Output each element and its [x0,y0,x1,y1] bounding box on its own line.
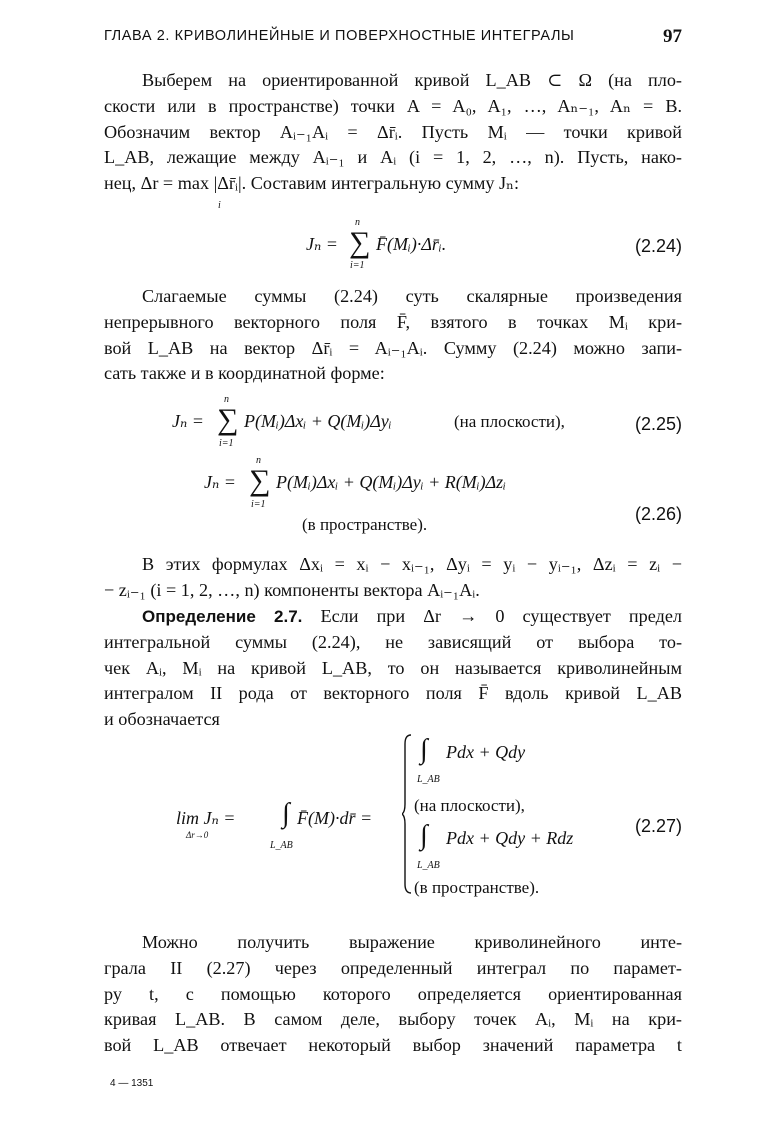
equation-number: (2.25) [634,414,682,434]
case2-integrand: Pdx + Qdy + Rdz [446,828,574,848]
paragraph-components [104,552,682,604]
eq-lhs: Jₙ = [306,234,338,254]
summation-sign: ∑ [349,226,371,259]
eq-body: P(Mᵢ)Δxᵢ + Q(Mᵢ)Δyᵢ + R(Mᵢ)Δzᵢ [276,472,506,492]
text-line: Можно получить выражение криволинейного инте- [142,932,682,952]
text-line: и обозначается [104,709,220,730]
definition-text: Если при Δr → 0 существует предел [302,606,682,626]
text-line: нец, Δr = max |Δr̄ᵢ|. Составим интегральную сумму Jₙ: [104,173,520,194]
eq-note: (в пространстве). [302,515,428,534]
eq-note: (на плоскости), [454,412,565,431]
case1-note: (на плоскости), [414,796,525,815]
case2-subscript: L_AB [417,860,440,871]
text-line [104,604,682,630]
text-line: − zᵢ₋₁ (i = 1, 2, …, n) компоненты вектора Aᵢ₋₁Aᵢ. [104,579,480,600]
sum-upper-limit: n [355,217,360,228]
text-line: чек Aᵢ, Mᵢ на кривой L_AB, то он называется криволинейным [104,657,682,678]
text-line: интегральной суммы (2.24), не зависящий от выбора то- [104,631,682,652]
equation-number: (2.24) [634,236,682,256]
eq-lhs: Jₙ = [172,411,204,431]
eq-lhs: Jₙ = [204,472,236,492]
limit-subscript: Δr→0 [186,830,209,840]
equation-number: (2.27) [634,816,682,836]
text-line: непрерывного векторного поля F̄, взятого в точках Mᵢ кри- [104,311,682,332]
page-header [104,26,682,48]
limit-expression: lim Jₙ = [176,808,236,828]
summation-sign: ∑ [249,464,271,497]
case1-subscript: L_AB [417,774,440,785]
text-line: кривая L_AB. В самом деле, выбору точек Aᵢ, Mᵢ на кри- [104,1009,682,1030]
text-line: сать также и в координатной форме: [104,363,385,384]
max-subscript: i [218,200,221,211]
sum-lower-limit: i=1 [251,499,266,510]
text-line: Слагаемые суммы (2.24) суть скалярные произведения [142,286,682,306]
case1-integrand: Pdx + Qdy [446,742,526,762]
text-line: ру t, с помощью которого определяется ориентированная [104,983,682,1004]
sum-upper-limit: n [224,394,229,405]
page-number: 97 [663,26,682,47]
paragraph-parametric [104,930,682,1059]
integral-sign: ∫ [282,798,290,829]
text-line: вой L_AB на вектор Δr̄ᵢ = Aᵢ₋₁Aᵢ. Сумму (2.24) можно запи- [104,337,682,358]
definition-2-7 [104,604,682,733]
text-line: L_AB, лежащие между Aᵢ₋₁ и Aᵢ (i = 1, 2, …, n). Пусть, нако- [104,147,682,168]
text-line: грала II (2.27) через определенный интеграл по парамет- [104,957,682,978]
summation-sign: ∑ [217,403,239,436]
integral-subscript: L_AB [270,840,293,851]
integral-body: F̄(M)·dr̄ = [297,808,373,828]
case2-note: (в пространстве). [414,878,540,897]
equation-number: (2.26) [634,504,682,524]
integral-sign: ∫ [420,734,428,765]
printer-signature: 4 — 1351 [110,1078,154,1089]
eq-body: P(Mᵢ)Δxᵢ + Q(Mᵢ)Δyᵢ [244,411,392,431]
paragraph-intro [104,68,682,197]
text-line: Обозначим вектор Aᵢ₋₁Aᵢ = Δr̄ᵢ. Пусть Mᵢ — точки кривой [104,121,682,142]
sum-lower-limit: i=1 [219,438,234,449]
definition-heading: Определение 2.7. [142,607,303,626]
text-line: интегралом II рода от векторного поля F̄ вдоль кривой L_AB [104,683,682,704]
integral-sign: ∫ [420,820,428,851]
text-line: Выберем на ориентированной кривой L_AB ⊂ Ω (на пло- [142,70,682,90]
sum-lower-limit: i=1 [350,260,365,271]
eq-body: F̄(Mᵢ)·Δr̄ᵢ. [376,234,447,254]
text-line: вой L_AB отвечает некоторый выбор значений параметра t [104,1035,682,1056]
text-line: скости или в пространстве) точки A = A₀, A₁, …, Aₙ₋₁, Aₙ = B. [104,95,682,116]
running-title: ГЛАВА 2. КРИВОЛИНЕЙНЫЕ И ПОВЕРХНОСТНЫЕ ИНТЕГРАЛЫ [104,28,575,44]
text-line: В этих формулах Δxᵢ = xᵢ − xᵢ₋₁, Δyᵢ = yᵢ − yᵢ₋₁, Δzᵢ = zᵢ − [142,554,682,574]
sum-upper-limit: n [256,455,261,466]
paragraph-sum-description [104,284,682,387]
cases-brace [402,734,412,894]
